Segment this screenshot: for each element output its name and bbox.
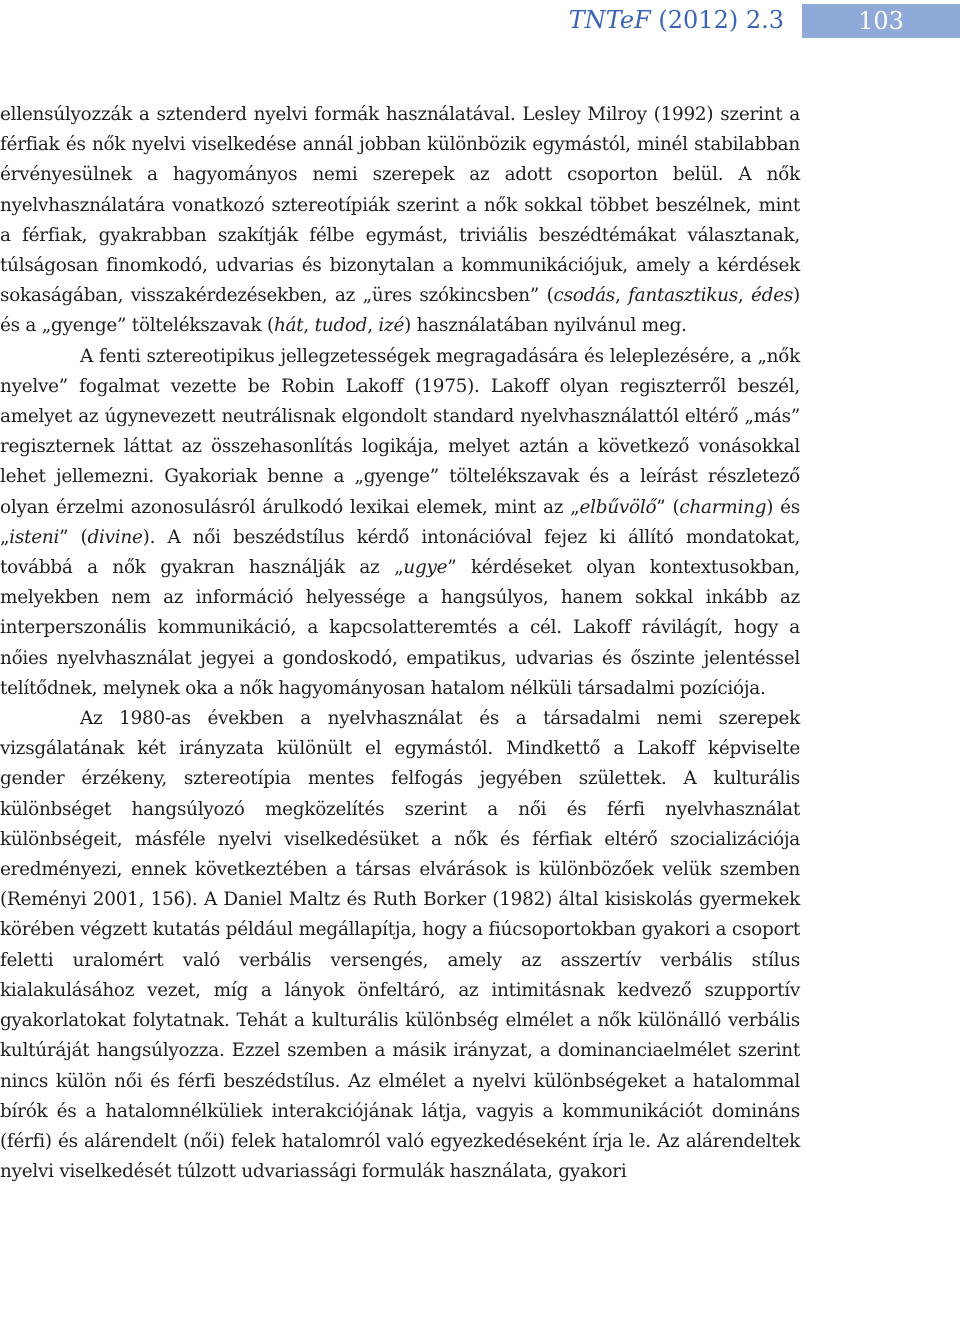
- example-word: izé: [378, 315, 405, 337]
- paragraph-1: [0, 100, 800, 342]
- journal-year: (2012) 2.3: [658, 6, 784, 34]
- journal-citation: [569, 6, 784, 34]
- text-run: ” (: [59, 526, 88, 548]
- page-header: [0, 0, 960, 44]
- text-run: ellensúlyozzák a sztenderd nyelvi formák használatával. Lesley Milroy (1992) szerint a férfiak és nők nyelvi viselkedése annál jobban különbözik egymástól, minél stabilabban érvényesülnek a hagyományos nemi szerepek az adott csoporton belül. A nők nyelvhasználatára vonatkozó sztereotípiák szerint a nők sokkal többet beszélnek, mint a férfiak, gyakrabban szakítják félbe egymást, triviális beszédtémákat választanak, túlságosan finomkodó, udvarias és bizonytalan a kommunikációjuk, amely a kérdések sokaságában, visszakérdezésekben, az „üres szókincsben” (: [0, 104, 800, 307]
- journal-name: TNTeF: [568, 6, 651, 34]
- example-word: ugye: [403, 557, 448, 579]
- page-number-box: [802, 4, 960, 38]
- text-run: ) használatában nyilvánul meg.: [404, 315, 687, 337]
- example-word: divine: [87, 526, 143, 548]
- example-word: fantasztikus: [628, 285, 738, 307]
- text-run: ,: [303, 315, 315, 337]
- example-word: elbűvölő: [579, 496, 657, 518]
- text-run: A fenti sztereotipikus jellegzetességek megragadására és leleplezésére, a „nők nyelve” fogalmat vezette be Robin Lakoff (1975). Lakoff olyan regiszterről beszél, amelyet az úgynevezett neutrálisnak elgondolt standard nyelvhasználattól eltérő „más” regiszternek láttat az összehasonlítás logikája, melyet aztán a következő vonásokkal lehet jellemezni. Gyakoriak benne a „gyenge” töltelékszavak és a leírást részletező olyan érzelmi azonosulásról árulkodó lexikai elemek, mint az „: [0, 345, 800, 518]
- text-run: ). A női beszédstílus kérdő intonációval fejez ki állító mondatokat, továbbá a nők gyakran használják az „: [0, 526, 800, 579]
- body-text: [0, 100, 800, 1187]
- text-run: ) és „: [0, 496, 800, 548]
- text-run: ,: [737, 285, 752, 307]
- paragraph-2: [0, 342, 800, 704]
- paragraph-3: Az 1980-as években a nyelvhasználat és a társadalmi nemi szerepek vizsgálatának két irányzata különült el egymástól. Mindkettő a Lakoff képviselte gender érzékeny, sztereotípia mentes felfogás jegyében születtek. A kulturális különbséget hangsúlyozó megközelítés szerint a női és férfi nyelvhasználat különbségeit, másféle nyelvi viselkedésüket a nők és férfiak eltérő szocializációja eredményezi, ennek következtében a társas elvárások is különbözőek velük szemben (Reményi 2001, 156). A Daniel Maltz és Ruth Borker (1982) által kisiskolás gyermekek körében végzett kutatás például megállapítja, hogy a fiúcsoportokban gyakori a csoport feletti uralomért való verbális versengés, amely az asszertív verbális stílus kialakulásához vezet, míg a lányok önfeltáró, az intimitásnak kedvező szupportív gyakorlatokat folytatnak. Tehát a kulturális különbség elmélet a nők különálló verbális kultúráját hangsúlyozza. Ezzel szemben a másik irányzat, a dominanciaelmélet szerint nincs külön női és férfi beszédstílus. Az elmélet a nyelvi különbségeket a hatalommal bírók és a hatalomnélküliek interakciójának látja, vagyis a kommunikációt domináns (férfi) és alárendelt (női) felek hatalomról való egyezkedéseként írja le. Az alárendeltek nyelvi viselkedését túlzott udvariassági formulák használata, gyakori: [0, 708, 800, 1183]
- example-word: tudod: [314, 315, 368, 337]
- example-word: isteni: [9, 526, 60, 548]
- example-word: csodás: [553, 285, 615, 307]
- example-word: charming: [679, 496, 767, 518]
- page-number: 103: [858, 7, 904, 35]
- example-word: hát: [273, 315, 304, 337]
- text-run: ,: [367, 315, 379, 337]
- text-run: ” (: [656, 496, 680, 518]
- text-run: ) és a „gyenge” töltelékszavak (: [0, 285, 800, 337]
- example-word: édes: [751, 285, 794, 307]
- text-run: ,: [615, 285, 629, 307]
- text-run: ” kérdéseket olyan kontextusokban, melyekben nem az információ helyessége a hangsúlyos, hanem sokkal inkább az interperszonális kommunikáció, a kapcsolatteremtés a cél. Lakoff rávilágít, hogy a nőies nyelvhasználat jegyei a gondoskodó, empatikus, udvarias és őszinte jelentéssel telítődnek, melynek oka a nők hagyományosan hatalom nélküli társadalmi pozíciója.: [0, 557, 800, 699]
